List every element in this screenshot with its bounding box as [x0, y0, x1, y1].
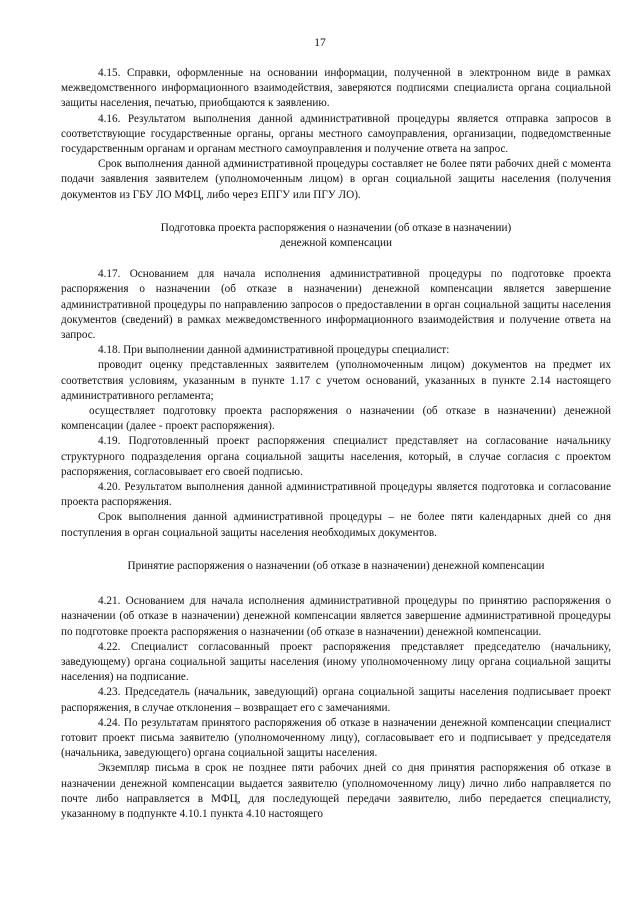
paragraph-4-17: 4.17. Основанием для начала исполнения административной процедуры по подготовке проекта распоряжения о назначении (об отказе в назначении) денежной компенсации является завершение административной процедуры по направлению запросов о предоставлении в орган социальной защиты населения документов (сведений) в рамках межведомственного информационного взаимодействия и получение ответа на запрос.	[61, 268, 611, 342]
paragraph-deadline-project: Срок выполнения данной административной процедуры – не более пяти календарных дней со дня поступления в орган социальной защиты населения необходимых документов.	[61, 511, 611, 539]
section-heading-adoption-text: Принятие распоряжения о назначении (об отказе в назначении) денежной компенсации	[127, 559, 545, 572]
paragraph-4-21: 4.21. Основанием для начала исполнения административной процедуры по принятию распоряжения о назначении (об отказе в назначении) денежной компенсации является завершение административной процедуры по подготовке проекта распоряжения о назначении (об отказе в назначении) денежной компенсации.	[61, 595, 611, 638]
list-item-preparation: осуществляет подготовку проекта распоряжения о назначении (об отказе в назначении) денежной компенсации (далее - проект распоряжения).	[61, 405, 611, 433]
page-number: 17	[314, 37, 326, 49]
paragraph-4-22: 4.22. Специалист согласованный проект распоряжения представляет председателю (начальнику, заведующему) органа социальной защиты населения (иному уполномоченному лицу органа социальной защиты населения) на подписание.	[61, 640, 611, 684]
paragraph-4-16: 4.16. Результатом выполнения данной административной процедуры является отправка запросов в соответствующие государственные органы, органы местного самоуправления, организации, подведомственные государственным органам и органам местного самоуправления и получение ответа на запрос.	[61, 112, 611, 156]
page-content	[61, 66, 611, 822]
paragraph-4-20: 4.20. Результатом выполнения данной административной процедуры является подготовка и согласование проекта распоряжения.	[61, 481, 611, 509]
section-heading-project-line2: денежной компенсации	[280, 237, 392, 250]
paragraph-4-24: 4.24. По результатам принятого распоряжения об отказе в назначении денежной компенсации специалист готовит проект письма заявителю (уполномоченному лицу), согласовывает его и подписывает у председателя (начальника, заведующего) органа социальной защиты населения.	[61, 716, 611, 760]
paragraph-4-19: 4.19. Подготовленный проект распоряжения специалист представляет на согласование начальнику структурного подразделения органа социальной защиты населения, который, в случае согласия с проектом распоряжения, согласовывает его своей подписью.	[61, 435, 611, 478]
section-heading-project-line1: Подготовка проекта распоряжения о назначении (об отказе в назначении)	[160, 221, 512, 234]
paragraph-4-23: 4.23. Председатель (начальник, заведующий) органа социальной защиты населения подписывает проект распоряжения, в случае отклонения – возвращает его с замечаниями.	[61, 686, 611, 714]
paragraph-letter-copy: Экземпляр письма в срок не позднее пяти рабочих дней со дня принятия распоряжения об отказе в назначении денежной компенсации выдается заявителю (уполномоченному лицу) лично либо направляется по почте либо направляется в МФЦ, для последующей передачи заявителю, либо передается специалисту, указанному в подпункте 4.10.1 пункта 4.10 настоящего	[61, 762, 611, 820]
section-heading-project	[61, 221, 611, 251]
paragraph-deadline-requests: Срок выполнения данной административной процедуры составляет не более пяти рабочих дней с момента подачи заявления заявителем (уполномоченным лицом) в орган социальной защиты населения (получения документов из ГБУ ЛО МФЦ, либо через ЕПГУ или ПГУ ЛО).	[61, 158, 611, 201]
paragraph-4-15: 4.15. Справки, оформленные на основании информации, полученной в электронном виде в рамках межведомственного информационного взаимодействия, заверяются подписями специалиста органа социальной защиты населения, печатью, приобщаются к заявлению.	[61, 67, 611, 110]
paragraph-4-18: 4.18. При выполнении данной административной процедуры специалист:	[98, 344, 450, 357]
list-item-assessment: проводит оценку представленных заявителем (уполномоченным лицом) документов на предмет их соответствия условиям, указанным в пункте 1.17 с учетом оснований, указанных в пункте 2.14 настоящего административного регламента;	[61, 359, 611, 402]
section-heading-adoption	[61, 559, 611, 574]
